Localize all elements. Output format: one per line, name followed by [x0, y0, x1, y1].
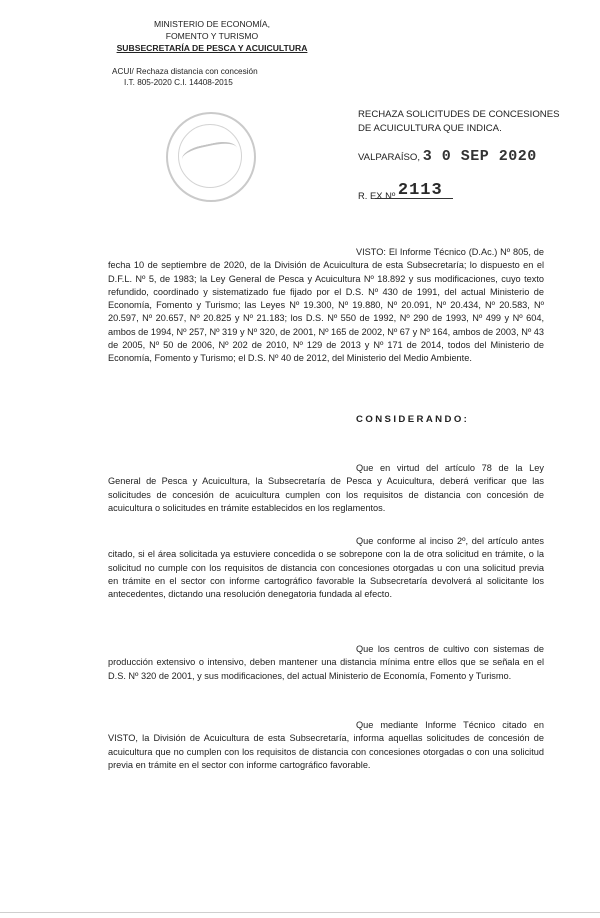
place-label: VALPARAÍSO,	[358, 152, 421, 163]
paragraph-text: Que en virtud del artículo 78 de la Ley General de Pesca y Acuicultura, la Subsecretaría de Pesca y Acuicultura, deberá verificar que las solicitudes de concesión de acuicultura cumplen con los requisitos de distancia con concesión de acuicultura o solicitudes en trámite establecidos en los reglamentos.	[108, 463, 544, 513]
official-seal-stamp	[166, 112, 256, 202]
reference-line-1: ACUI/ Rechaza distancia con concesión	[112, 67, 258, 76]
visto-text: VISTO: El Informe Técnico (D.Ac.) Nº 805, de fecha 10 de septiembre de 2020, de la División de Acuicultura de esta Subsecretaría; lo dispuesto en el D.F.L. Nº 5, de 1983; la Ley General de Pesca y Acuicultura Nº 18.892 y sus modificaciones, cuyo texto refundido, coordinado y sistematizado fue fijado por el D.S. Nº 430 de 1991, del actual Ministerio de Economía, Fomento y Turismo; las Leyes Nº 19.300, Nº 19.880, Nº 20.091, Nº 20.434, Nº 20.583, Nº 20.597, Nº 20.657, Nº 20.825 y Nº 21.183; los D.S. Nº 550 de 1992, Nº 290 de 1993, Nº 499 y Nº 604, ambos de 1994, Nº 257, Nº 319 y Nº 320, de 2001, Nº 165 de 2002, Nº 67 y Nº 164, ambos de 2003, Nº 43 de 2005, Nº 50 de 2006, Nº 202 de 2010, Nº 129 de 2013 y Nº 171 de 2014, todos del Ministerio de Economía, Fomento y Turismo; el D.S. Nº 40 de 2012, del Ministerio del Medio Ambiente.	[108, 247, 544, 364]
date-line	[358, 148, 537, 165]
title-line-2: DE ACUICULTURA QUE INDICA.	[358, 122, 502, 134]
ministry-line-2: FOMENTO Y TURISMO	[165, 31, 259, 42]
reference-line-2: I.T. 805-2020 C.I. 14408-2015	[124, 78, 233, 87]
visto-paragraph	[108, 246, 544, 366]
paragraph-text: Que los centros de cultivo con sistemas de producción extensivo o intensivo, deben mantener una distancia mínima entre ellos que se señala en el D.S. Nº 320 de 2001, y sus modificaciones, del actual Ministerio de Economía, Fomento y Turismo.	[108, 644, 544, 681]
considerando-paragraph-3	[108, 643, 544, 683]
paragraph-text: Que conforme al inciso 2º, del artículo antes citado, si el área solicitada ya estuviere concedida o se sobrepone con la de otra solicitud en trámite, o la solicitud no cumple con los requisitos de distancia con concesiones otorgadas u con una solicitud previa en trámite en el sector con informe cartográfico favorable la Subsecretaría devolverá al solicitante los antecedentes, dictando una resolución denegatoria fundada al efecto.	[108, 536, 544, 600]
title-line-1: RECHAZA SOLICITUDES DE CONCESIONES	[358, 109, 560, 120]
resolution-title	[358, 108, 560, 135]
ministry-line: MINISTERIO DE ECONOMÍA,	[153, 19, 271, 29]
date-stamp: 3 0 SEP 2020	[422, 148, 537, 165]
page-bottom-rule	[0, 912, 600, 913]
issuer-header	[112, 18, 312, 55]
considerando-heading: CONSIDERANDO:	[356, 414, 470, 425]
rex-number: 2113	[397, 181, 443, 200]
considerando-paragraph-1	[108, 462, 544, 515]
reference-block	[112, 66, 258, 88]
subsecretaria-line: SUBSECRETARÍA DE PESCA Y ACUICULTURA	[116, 43, 308, 54]
resolution-number-line	[358, 181, 453, 205]
considerando-paragraph-2	[108, 535, 544, 601]
considerando-paragraph-4	[108, 719, 544, 772]
rex-label: R. EX Nº	[358, 190, 396, 201]
paragraph-text: Que mediante Informe Técnico citado en VISTO, la División de Acuicultura de esta Subsecretaría, informa aquellas solicitudes de concesión de acuicultura que no cumplen con los requisitos de distancia con concesiones otorgadas o con una solicitud previa en trámite en el sector con informe cartográfico favorable.	[108, 720, 544, 770]
